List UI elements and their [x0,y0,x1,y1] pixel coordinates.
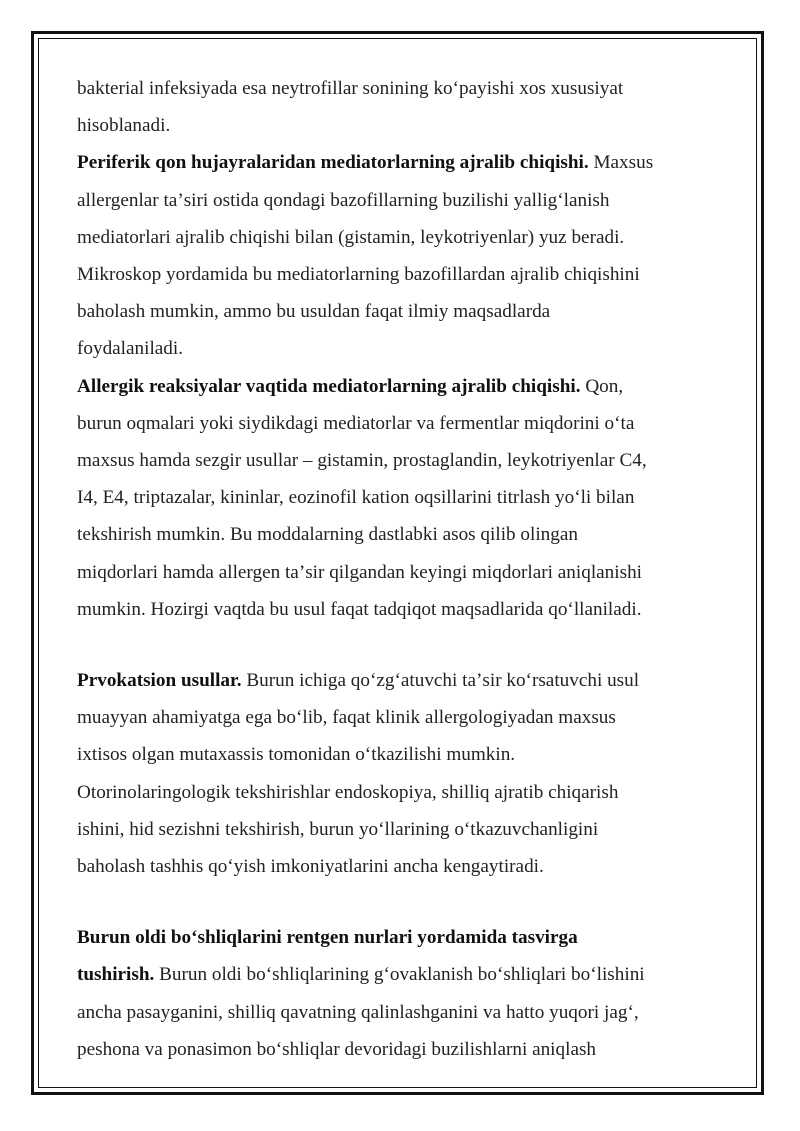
section-heading: Allergik reaksiyalar vaqtida mediatorlarning ajralib chiqishi. [77,375,581,397]
text-line: maxsus hamda sezgir usullar – gistamin, prostaglandin, leykotriyenlar C4, [77,450,647,472]
text-line: ixtisos olgan mutaxassis tomonidan oʻtkazilishi mumkin. [77,744,516,766]
section-heading: Burun oldi boʻshliqlarini rentgen nurlari yordamida tasvirga [77,927,578,949]
text-line: Otorinolaringologik tekshirishlar endoskopiya, shilliq ajratib chiqarish [77,781,619,803]
paragraph [77,70,727,144]
text-line: muayyan ahamiyatga ega boʻlib, faqat klinik allergologiyadan maxsus [77,707,616,729]
text-line: Burun ichiga qoʻzgʻatuvchi taʼsir koʻrsatuvchi usul [241,670,640,692]
paragraph [77,919,727,1068]
text-line: miqdorlari hamda allergen taʼsir qilgandan keyingi miqdorlari aniqlanishi [77,561,642,583]
text-line: burun oqmalari yoki siydikdagi mediatorlar va fermentlar miqdorini oʻta [77,412,635,434]
text-line: ancha pasayganini, shilliq qavatning qalinlashganini va hatto yuqori jagʻ, [77,1001,639,1023]
section-heading: Prvokatsion usullar. [77,670,242,692]
text-line: mediatorlari ajralib chiqishi bilan (gistamin, leykotriyenlar) yuz beradi. [77,226,625,248]
text-line: hisoblanadi. [77,115,171,137]
text-line: Maxsus [588,152,654,174]
document-body [77,70,727,1068]
text-line: I4, E4, triptazalar, kininlar, eozinofil kation oqsillarini titrlash yoʻli bilan [77,487,635,509]
text-line: Burun oldi boʻshliqlarining gʻovaklanish boʻshliqlari boʻlishini [154,964,645,986]
text-line: bakterial infeksiyada esa neytrofillar sonining koʻpayishi xos xususiyat [77,78,624,99]
section-heading: Periferik qon hujayralaridan mediatorlarning ajralib chiqishi. [77,152,589,174]
paragraph [77,144,727,367]
paragraph-spacer [77,885,727,919]
paragraph [77,662,727,885]
text-line: Qon, [580,375,624,397]
paragraph [77,368,727,628]
text-line: ishini, hid sezishni tekshirish, burun yoʻllarining oʻtkazuvchanligini [77,818,599,840]
text-line: baholash mumkin, ammo bu usuldan faqat ilmiy maqsadlarda [77,301,551,323]
section-heading: tushirish. [77,964,155,986]
text-line: baholash tashhis qoʻyish imkoniyatlarini ancha kengaytiradi. [77,856,544,878]
text-line: foydalaniladi. [77,338,184,360]
text-line: Mikroskop yordamida bu mediatorlarning bazofillardan ajralib chiqishini [77,264,640,286]
text-line: mumkin. Hozirgi vaqtda bu usul faqat tadqiqot maqsadlarida qoʻllaniladi. [77,598,642,620]
paragraph-spacer [77,628,727,662]
text-line: allergenlar taʼsiri ostida qondagi bazofillarning buzilishi yalligʻlanish [77,189,610,211]
text-line: tekshirish mumkin. Bu moddalarning dastlabki asos qilib olingan [77,524,578,546]
text-line: peshona va ponasimon boʻshliqlar devoridagi buzilishlarni aniqlash [77,1038,597,1060]
